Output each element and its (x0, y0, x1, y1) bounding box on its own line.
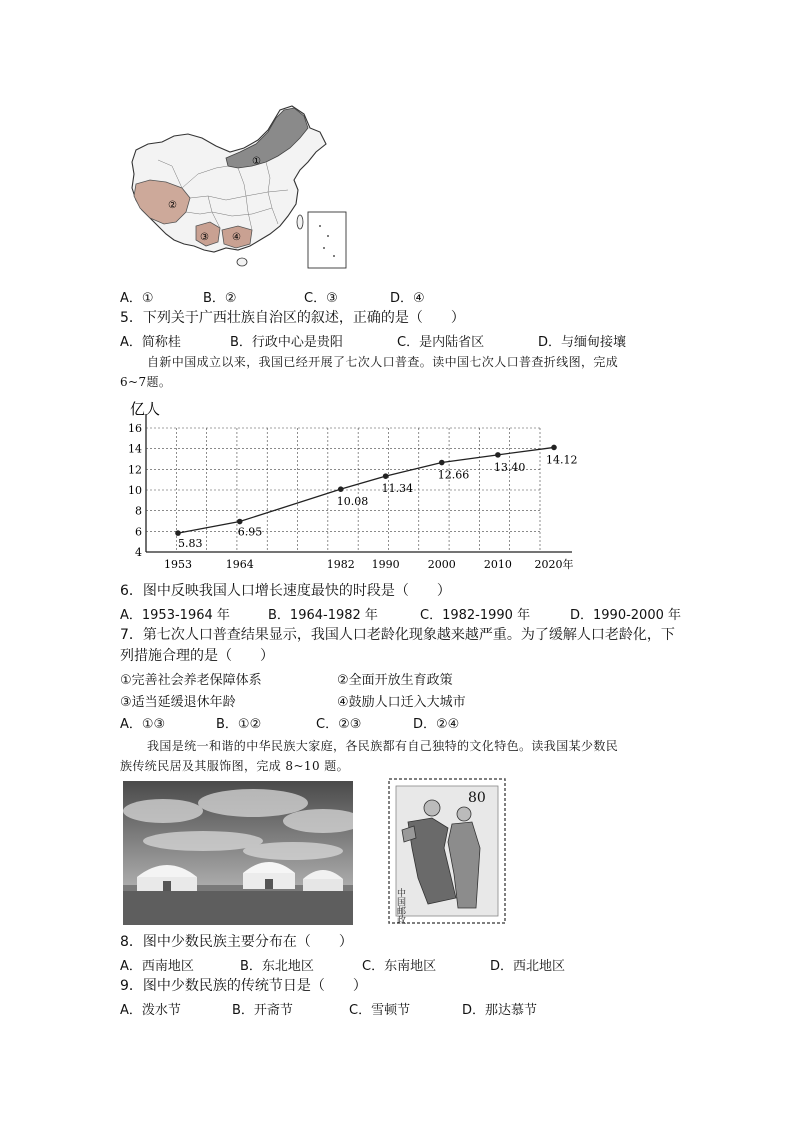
q7-stem-line2: 列措施合理的是（ ） (120, 648, 274, 664)
x-tick-label: 2020年 (534, 558, 574, 571)
data-point (551, 445, 557, 451)
q7-option-d[interactable]: D．②④ (413, 717, 460, 732)
x-tick-label: 1982 (326, 558, 355, 571)
marker-1: ① (252, 156, 261, 167)
q6-option-c[interactable]: C．1982-1990 年 (420, 608, 531, 623)
yurt-photo (123, 781, 353, 925)
q5-option-a[interactable]: A．简称桂 (120, 335, 181, 350)
intro-8-10-line2: 族传统民居及其服饰图，完成 8~10 题。 (120, 759, 349, 773)
q7-item-3: ③适当延缓退休年龄 (120, 695, 236, 710)
q4-option-b[interactable]: B．② (203, 291, 237, 306)
q9-option-b[interactable]: B．开斋节 (232, 1003, 293, 1018)
q7-option-a[interactable]: A．①③ (120, 717, 166, 732)
costume-stamp (388, 778, 506, 924)
q4-option-d[interactable]: D．④ (390, 291, 425, 306)
q6-option-d[interactable]: D．1990-2000 年 (570, 608, 682, 623)
data-point (495, 452, 501, 458)
q9-option-d[interactable]: D．那达慕节 (462, 1003, 538, 1018)
q8-option-a[interactable]: A．西南地区 (120, 959, 194, 974)
x-tick-label: 2000 (427, 558, 456, 571)
data-label: 6.95 (237, 525, 263, 539)
q5-option-b[interactable]: B．行政中心是贵阳 (230, 335, 343, 350)
taiwan-island (297, 215, 303, 229)
y-tick-label: 16 (128, 422, 142, 435)
y-tick-label: 4 (135, 546, 142, 559)
data-label: 12.66 (437, 468, 470, 482)
marker-4: ④ (232, 232, 241, 243)
data-point (237, 519, 243, 525)
hainan-island (237, 258, 247, 266)
data-label: 14.12 (546, 453, 578, 467)
q6-option-a[interactable]: A．1953-1964 年 (120, 608, 230, 623)
marker-2: ② (168, 200, 177, 211)
q5-stem: 5．下列关于广西壮族自治区的叙述，正确的是（ ） (120, 310, 465, 326)
y-tick-label: 12 (128, 463, 142, 477)
q8-option-b[interactable]: B．东北地区 (240, 959, 314, 974)
q8-option-d[interactable]: D．西北地区 (490, 959, 566, 974)
q9-option-c[interactable]: C．雪顿节 (349, 1003, 411, 1018)
data-label: 5.83 (178, 537, 203, 551)
y-tick-label: 10 (128, 484, 142, 497)
x-tick-label: 1964 (225, 558, 254, 571)
population-line-chart (120, 396, 580, 578)
china-map (128, 100, 354, 272)
q5-option-d[interactable]: D．与缅甸接壤 (538, 335, 627, 350)
marker-3: ③ (200, 232, 209, 243)
data-label: 11.34 (381, 482, 414, 496)
q9-stem: 9．图中少数民族的传统节日是（ ） (120, 978, 367, 994)
q4-option-c[interactable]: C．③ (304, 291, 338, 306)
south-sea-inset (308, 212, 346, 268)
q6-option-b[interactable]: B．1964-1982 年 (268, 608, 378, 623)
data-point (439, 460, 445, 466)
x-tick-label: 2010 (483, 558, 512, 571)
x-tick-label: 1953 (164, 558, 192, 571)
y-tick-label: 6 (135, 525, 142, 539)
y-tick-label: 8 (135, 504, 142, 518)
stamp-country: 中国邮政 (395, 888, 405, 924)
q7-option-c[interactable]: C．②③ (316, 717, 362, 732)
intro-8-10-line1: 我国是统一和谐的中华民族大家庭，各民族都有自己独特的文化特色。读我国某少数民 (147, 739, 619, 753)
q8-stem: 8．图中少数民族主要分布在（ ） (120, 934, 353, 950)
q9-option-a[interactable]: A．泼水节 (120, 1003, 181, 1018)
data-label: 10.08 (336, 495, 369, 509)
q7-item-2: ②全面开放生育政策 (337, 673, 453, 688)
x-tick-label: 1990 (371, 558, 400, 571)
intro-6-7-line1: 自新中国成立以来，我国已经开展了七次人口普查。读中国七次人口普查折线图，完成 (147, 355, 619, 369)
data-point (175, 530, 181, 536)
q7-item-1: ①完善社会养老保障体系 (120, 673, 262, 688)
data-point (338, 486, 344, 492)
y-tick-label: 14 (128, 442, 142, 456)
intro-6-7-line2: 6~7题。 (120, 375, 172, 389)
data-point (383, 473, 389, 479)
q7-option-b[interactable]: B．①② (216, 717, 262, 732)
q7-item-4: ④鼓励人口迁入大城市 (337, 695, 466, 710)
stamp-value: 80 (468, 790, 486, 806)
chart-ylabel: 亿人 (130, 400, 161, 418)
data-label: 13.40 (493, 460, 526, 474)
q4-option-a[interactable]: A．① (120, 291, 154, 306)
q7-stem-line1: 7．第七次人口普查结果显示，我国人口老龄化现象越来越严重。为了缓解人口老龄化，下 (120, 627, 675, 643)
q8-option-c[interactable]: C．东南地区 (362, 959, 437, 974)
q6-stem: 6．图中反映我国人口增长速度最快的时段是（ ） (120, 583, 451, 599)
q5-option-c[interactable]: C．是内陆省区 (397, 335, 485, 350)
